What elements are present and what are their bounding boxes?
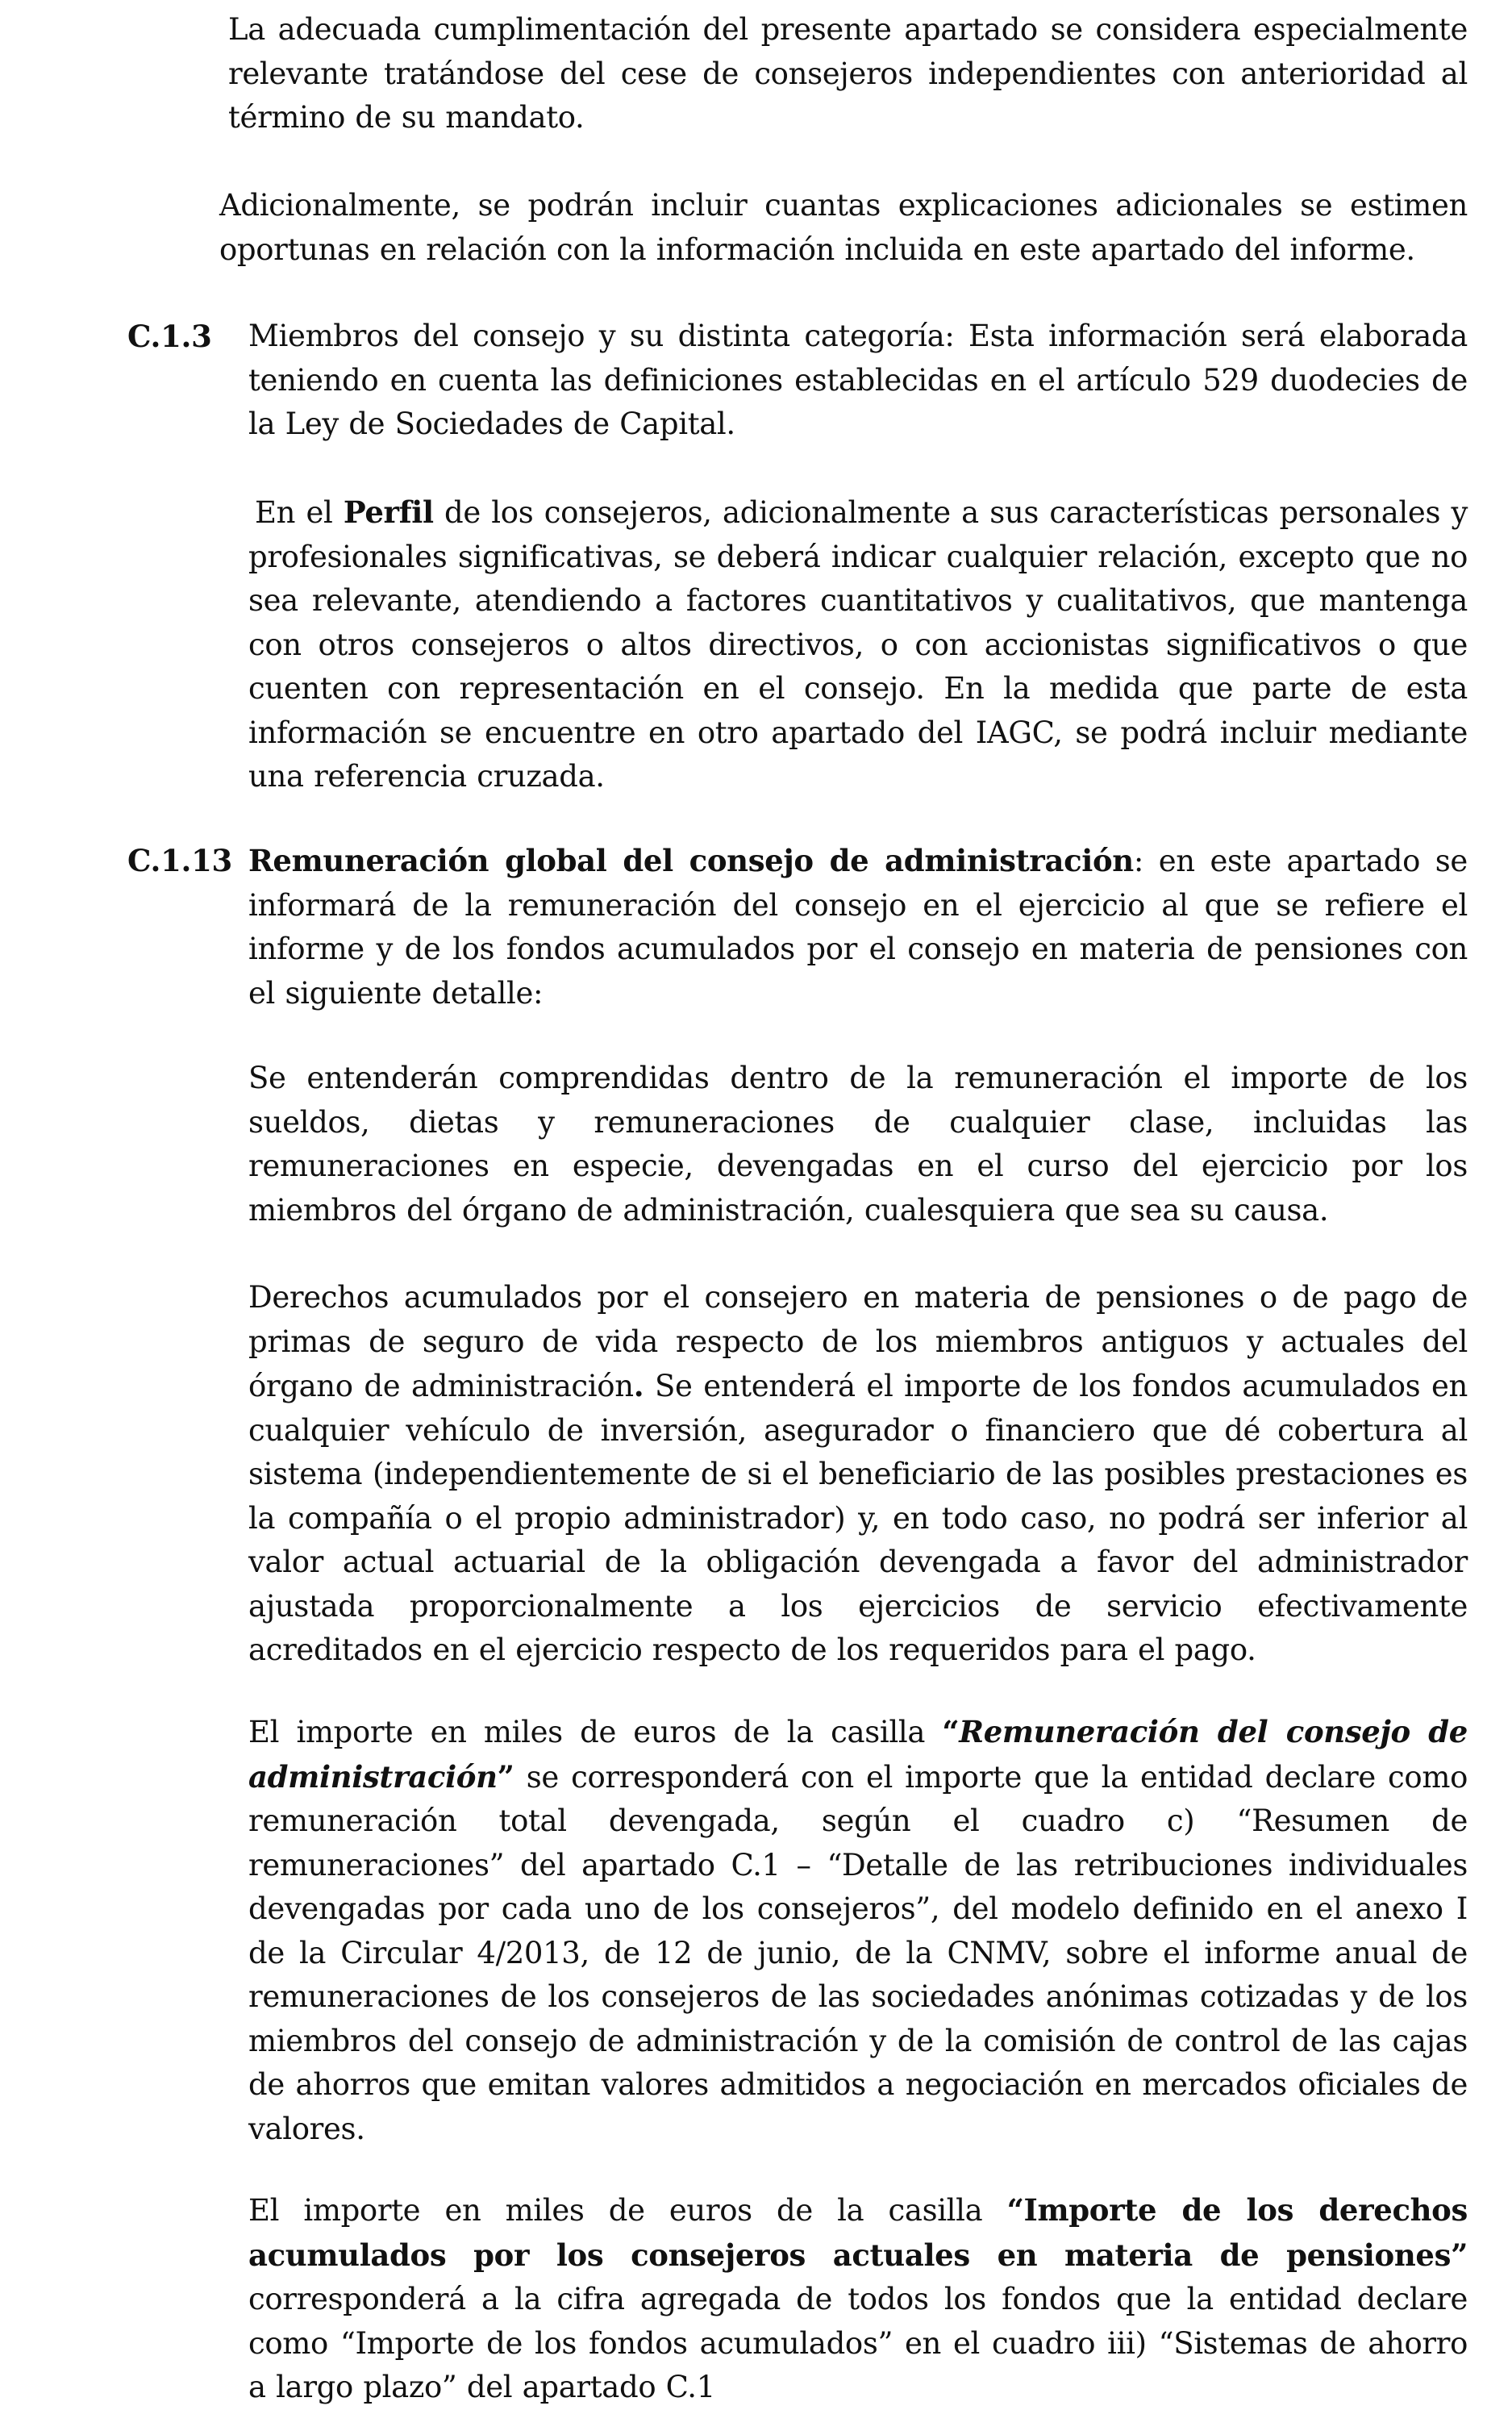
c13-paragraph-2	[248, 490, 1468, 799]
intro-paragraph-1	[228, 8, 1468, 140]
c113-p3-bold-period: .	[633, 1368, 644, 1403]
c113-paragraph-3	[248, 1276, 1468, 1673]
intro-paragraph-1-text: La adecuada cumplimentación del presente apartado se considera especialmente relevante tratándose del cese de consejeros independientes con anterioridad al término de su mandato.	[228, 12, 1468, 135]
c113-paragraph-2	[248, 1057, 1468, 1232]
c113-paragraph-4-text	[248, 1710, 1468, 2151]
c113-paragraph-4	[248, 1710, 1468, 2151]
c113-p4-body: se corresponderá con el importe que la entidad declare como remuneración total devengada, según el cuadro c) “Resumen de remuneraciones” del apartado C.1 – “Detalle de las retribuciones individuales devengadas por cada uno de los consejeros”, del modelo definido en el anexo I de la Circular 4/2013, de 12 de junio, de la CNMV, sobre el informe anual de remuneraciones de los consejeros de las sociedades anónimas cotizadas y de los miembros del consejo de administración y de la comisión de control de las cajas de ahorros que emitan valores admitidos a negociación en mercados oficiales de valores.	[248, 1759, 1468, 2146]
c113-p3-body: Se entenderá el importe de los fondos acumulados en cualquier vehículo de inversión, asegurador o financiero que dé cobertura al sistema (independientemente de si el beneficiario de las posibles prestaciones es la compañía o el propio administrador) y, en todo caso, no podrá ser inferior al valor actual actuarial de la obligación devengada a favor del administrador ajustada proporcionalmente a los ejercicios de servicio efectivamente acreditados en el ejercicio respecto de los requeridos para el pago.	[248, 1369, 1468, 1667]
c113-p1-body: : en este apartado se informará de la remuneración del consejo en el ejercicio al que se refiere el informe y de los fondos acumulados por el consejo en materia de pensiones con el siguiente detalle:	[248, 844, 1468, 1011]
c113-p3-lead: Derechos acumulados por el consejero en materia de pensiones o de pago de primas de seguro de vida respecto de los miembros antiguos y actuales del órgano de administración	[248, 1280, 1468, 1403]
section-number-c113: C.1.13	[127, 843, 232, 878]
c113-p4-close-quote: ”	[497, 1758, 514, 1795]
remuneracion-consejo-term: Remuneración del consejo de administración	[248, 1714, 1468, 1795]
c113-paragraph-2-text: Se entenderán comprendidas dentro de la remuneración el importe de los sueldos, dietas y remuneraciones de cualquier clase, incluidas las remuneraciones en especie, devengadas en el curso del ejercicio por los miembros del órgano de administración, cualesquiera que sea su causa.	[248, 1061, 1468, 1228]
intro-paragraph-2	[219, 184, 1468, 272]
c13-paragraph-2-text	[248, 490, 1468, 799]
c13-p2-lead: En el	[255, 495, 344, 530]
c113-paragraph-1-text	[248, 839, 1468, 1015]
c113-p5-lead: El importe en miles de euros de la casilla	[248, 2193, 1007, 2228]
c113-paragraph-1	[248, 839, 1468, 1015]
c13-p2-body: de los consejeros, adicionalmente a sus características personales y profesionales significativas, se deberá indicar cualquier relación, excepto que no sea relevante, atendiendo a factores cuantitativos y cualitativos, que mantenga con otros consejeros o altos directivos, o con accionistas significativos o que cuenten con representación en el consejo. En la medida que parte de esta información se encuentre en otro apartado del IAGC, se podrá incluir mediante una referencia cruzada.	[248, 495, 1468, 794]
c113-p4-open-quote: “	[942, 1714, 960, 1749]
perfil-term: Perfil	[343, 494, 434, 530]
c13-paragraph-1	[248, 315, 1468, 447]
c113-p5-body: corresponderá a la cifra agregada de todos los fondos que la entidad declare como “Importe de los fondos acumulados” en el cuadro iii) “Sistemas de ahorro a largo plazo” del apartado C.1	[248, 2282, 1468, 2404]
c13-paragraph-1-text: Miembros del consejo y su distinta categoría: Esta información será elaborada teniendo en cuenta las definiciones establecidas en el artículo 529 duodecies de la Ley de Sociedades de Capital.	[248, 319, 1468, 441]
c113-paragraph-5-text	[248, 2188, 1468, 2410]
intro-paragraph-2-text: Adicionalmente, se podrán incluir cuantas explicaciones adicionales se estimen oportunas en relación con la información incluida en este apartado del informe.	[219, 188, 1468, 267]
section-number-c13: C.1.3	[127, 319, 212, 354]
c113-paragraph-3-text	[248, 1276, 1468, 1673]
derechos-acumulados-term: “Importe de los derechos acumulados por los consejeros actuales en materia de pensiones”	[248, 2192, 1468, 2273]
c113-paragraph-5	[248, 2188, 1468, 2410]
remuneracion-global-heading: Remuneración global del consejo de administración	[248, 843, 1134, 878]
c113-p4-lead: El importe en miles de euros de la casilla	[248, 1715, 943, 1749]
